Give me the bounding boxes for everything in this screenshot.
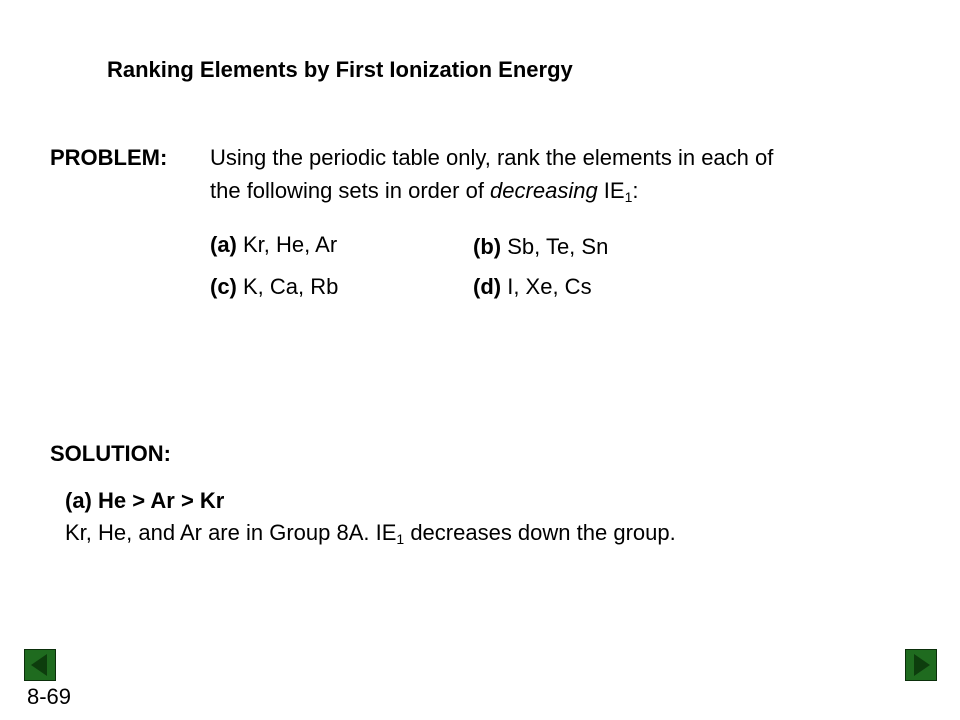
- item-tag: (d): [473, 274, 502, 299]
- problem-ie-subscript: 1: [624, 189, 633, 205]
- previous-slide-button[interactable]: [24, 649, 56, 681]
- problem-item-d: [473, 274, 592, 300]
- problem-ie-text: IE: [597, 178, 625, 203]
- item-tag: (a): [210, 232, 237, 257]
- triangle-left-icon: [25, 650, 55, 680]
- problem-label: PROBLEM:: [50, 145, 168, 170]
- item-tag: (b): [473, 234, 502, 259]
- next-slide-button[interactable]: [905, 649, 937, 681]
- page-number: 8-69: [27, 684, 72, 709]
- solution-label: SOLUTION:: [50, 441, 171, 466]
- triangle-right-icon: [906, 650, 936, 680]
- solution-ie-subscript: 1: [396, 531, 405, 547]
- item-text: K, Ca, Rb: [236, 274, 339, 299]
- problem-text-part: the following sets in order of: [210, 178, 491, 203]
- item-text: Kr, He, Ar: [236, 232, 338, 257]
- problem-item-c: [210, 274, 338, 300]
- problem-text-end: :: [632, 178, 639, 203]
- solution-answer: (a) He > Ar > Kr: [65, 488, 225, 513]
- slide-title: Ranking Elements by First Ionization Energy: [107, 57, 573, 82]
- problem-emphasis: decreasing: [490, 178, 598, 203]
- problem-text-line2: [210, 178, 639, 204]
- item-text: I, Xe, Cs: [501, 274, 592, 299]
- solution-explain-end: decreases down the group.: [404, 520, 676, 545]
- item-tag: (c): [210, 274, 237, 299]
- solution-explain-text: Kr, He, and Ar are in Group 8A. IE: [65, 520, 397, 545]
- solution-explanation: [65, 520, 676, 546]
- item-text: Sb, Te, Sn: [501, 234, 609, 259]
- problem-text-line1: Using the periodic table only, rank the elements in each of: [210, 145, 774, 170]
- problem-item-a: [210, 232, 337, 258]
- problem-item-b: [473, 234, 608, 260]
